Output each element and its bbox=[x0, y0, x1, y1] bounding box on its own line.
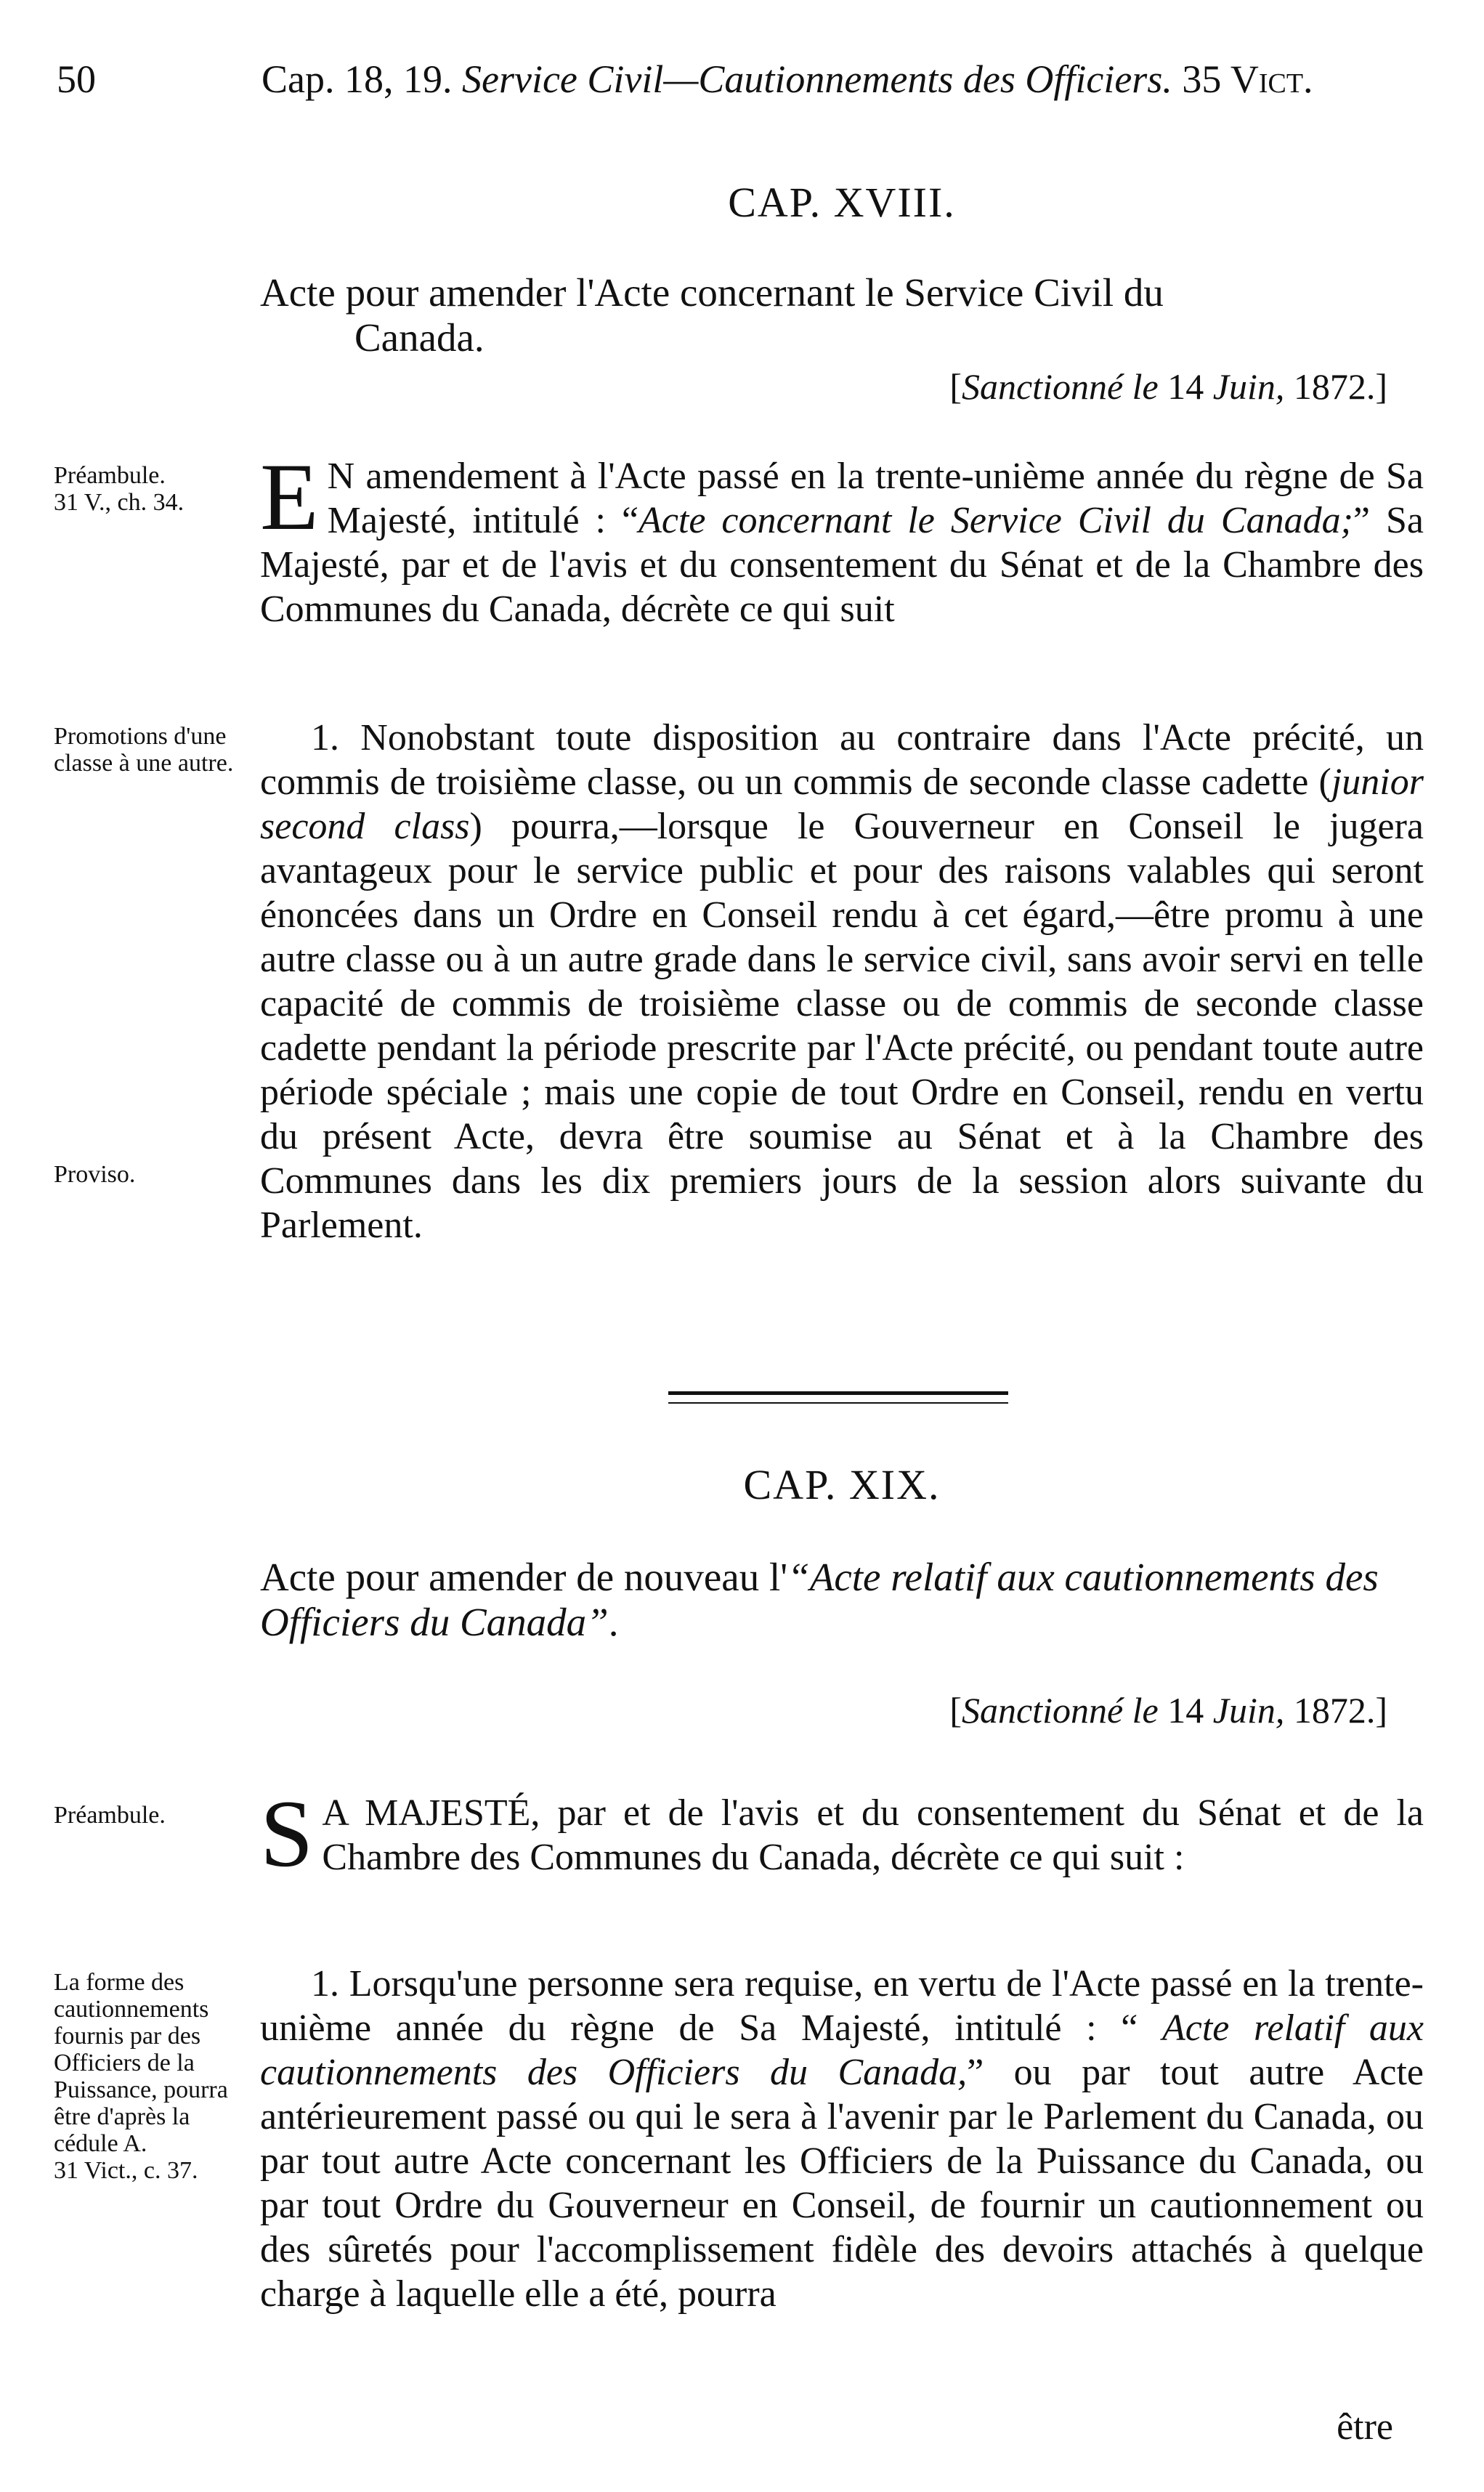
sanction-month: Juin, bbox=[1212, 366, 1285, 407]
chapter-19-sanction: [Sanctionné le 14 Juin, 1872.] bbox=[949, 1690, 1387, 1731]
section-number: 1. bbox=[311, 1963, 339, 2004]
drop-cap-e: E bbox=[260, 443, 319, 550]
chapter-18-heading: CAP. XVIII. bbox=[728, 179, 956, 226]
page-number: 50 bbox=[57, 57, 96, 101]
running-title bbox=[261, 57, 1313, 102]
chapter-18-title-line1: Acte pour amender l'Acte concernant le Service Civil du bbox=[260, 270, 1164, 315]
margin-note-promotions: Promotions d'une classe à une autre. bbox=[54, 723, 234, 777]
cap-ref: Cap. 18, 19. bbox=[261, 57, 453, 101]
margin-note-preamble-19: Préambule. bbox=[54, 1802, 166, 1829]
chapter-18-title-line2: Canada. bbox=[354, 315, 484, 360]
margin-note-ref-18: 31 V., ch. 34. bbox=[54, 489, 185, 516]
running-header bbox=[51, 57, 1431, 108]
chapter-18-title bbox=[260, 270, 1424, 360]
drop-cap-s: S bbox=[260, 1780, 314, 1887]
margin-note-proviso: Proviso. bbox=[54, 1161, 136, 1188]
margin-note-ref-19: 31 Vict., c. 37. bbox=[54, 2157, 198, 2184]
sanction-label: Sanctionné le bbox=[961, 366, 1159, 407]
running-subject: Service Civil—Cautionnements des Officiers. bbox=[462, 57, 1172, 101]
margin-note-cautionnements: La forme des cautionnements fournis par des Officiers de la Puissance, pourra être d'après la cédule A. 31 Vict., c. 37. bbox=[54, 1969, 251, 2184]
chapter-18-sanction: [Sanctionné le 14 Juin, 1872.] bbox=[949, 366, 1387, 407]
chapter-18-section-1: 1. Nonobstant toute disposition au contraire dans l'Acte précité, un commis de troisième classe, ou un commis de seconde classe cadette (junior second class) pourra,—lorsque le Gouverneur en Conseil le jugera avantageux pour le service public et pour des raisons valables qui seront énoncées dans un Ordre en Conseil rendu à cet égard,—être promu à une autre classe ou à un autre grade dans le service civil, sans avoir servi en telle capacité de commis de troisième classe ou de commis de seconde classe cadette pendant la période prescrite par l'Acte précité, ou pendant toute autre période spéciale ; mais une copie de tout Ordre en Conseil, rendu en vertu du présent Acte, devra être soumise au Sénat et à la Chambre des Communes dans les dix premiers jours de la session alors suivante du Parlement. bbox=[260, 717, 1424, 1246]
sanction-day: 14 bbox=[1167, 366, 1204, 407]
chapter-18-preamble: E N amendement à l'Acte passé en la trente-unième année du règne de Sa Majesté, intitulé : “Acte concernant le Service Civil du Canada;” Sa Majesté, par et de l'avis et du consentement du Sénat et de la Chambre des Communes du Canada, décrète ce qui suit bbox=[260, 443, 1424, 630]
chapter-19-heading: CAP. XIX. bbox=[743, 1461, 941, 1508]
section-number: 1. bbox=[311, 717, 339, 758]
chapter-19-title: Acte pour amender de nouveau l'“Acte relatif aux cautionnements des Officiers du Canada”. bbox=[260, 1555, 1379, 1644]
sanction-year: 1872.] bbox=[1293, 366, 1387, 407]
section-divider-thin bbox=[668, 1402, 1008, 1404]
chapter-19-preamble: S A MAJESTÉ, par et de l'avis et du consentement du Sénat et de la Chambre des Communes du Canada, décrète ce qui suit : bbox=[260, 1780, 1424, 1887]
session-ref: 35 Vict. bbox=[1182, 57, 1313, 101]
catchword: être bbox=[1337, 2406, 1393, 2448]
section-divider bbox=[668, 1391, 1008, 1395]
chapter-19-section-1: 1. Lorsqu'une personne sera requise, en vertu de l'Acte passé en la trente-unième année du règne de Sa Majesté, intitulé : “ Acte relatif aux cautionnements des Officiers du Canada,” ou par tout autre Acte antérieurement passé ou qui le sera à l'avenir par le Parlement du Canada, ou par tout autre Acte concernant les Officiers de la Puissance du Canada, ou par tout Ordre du Gouverneur en Conseil, de fournir un cautionnement ou des sûretés pour l'accomplissement fidèle des devoirs attachés à quelque charge à laquelle elle a été, pourra bbox=[260, 1963, 1424, 2315]
margin-note-preamble-18: Préambule. 31 V., ch. 34. bbox=[54, 462, 261, 516]
